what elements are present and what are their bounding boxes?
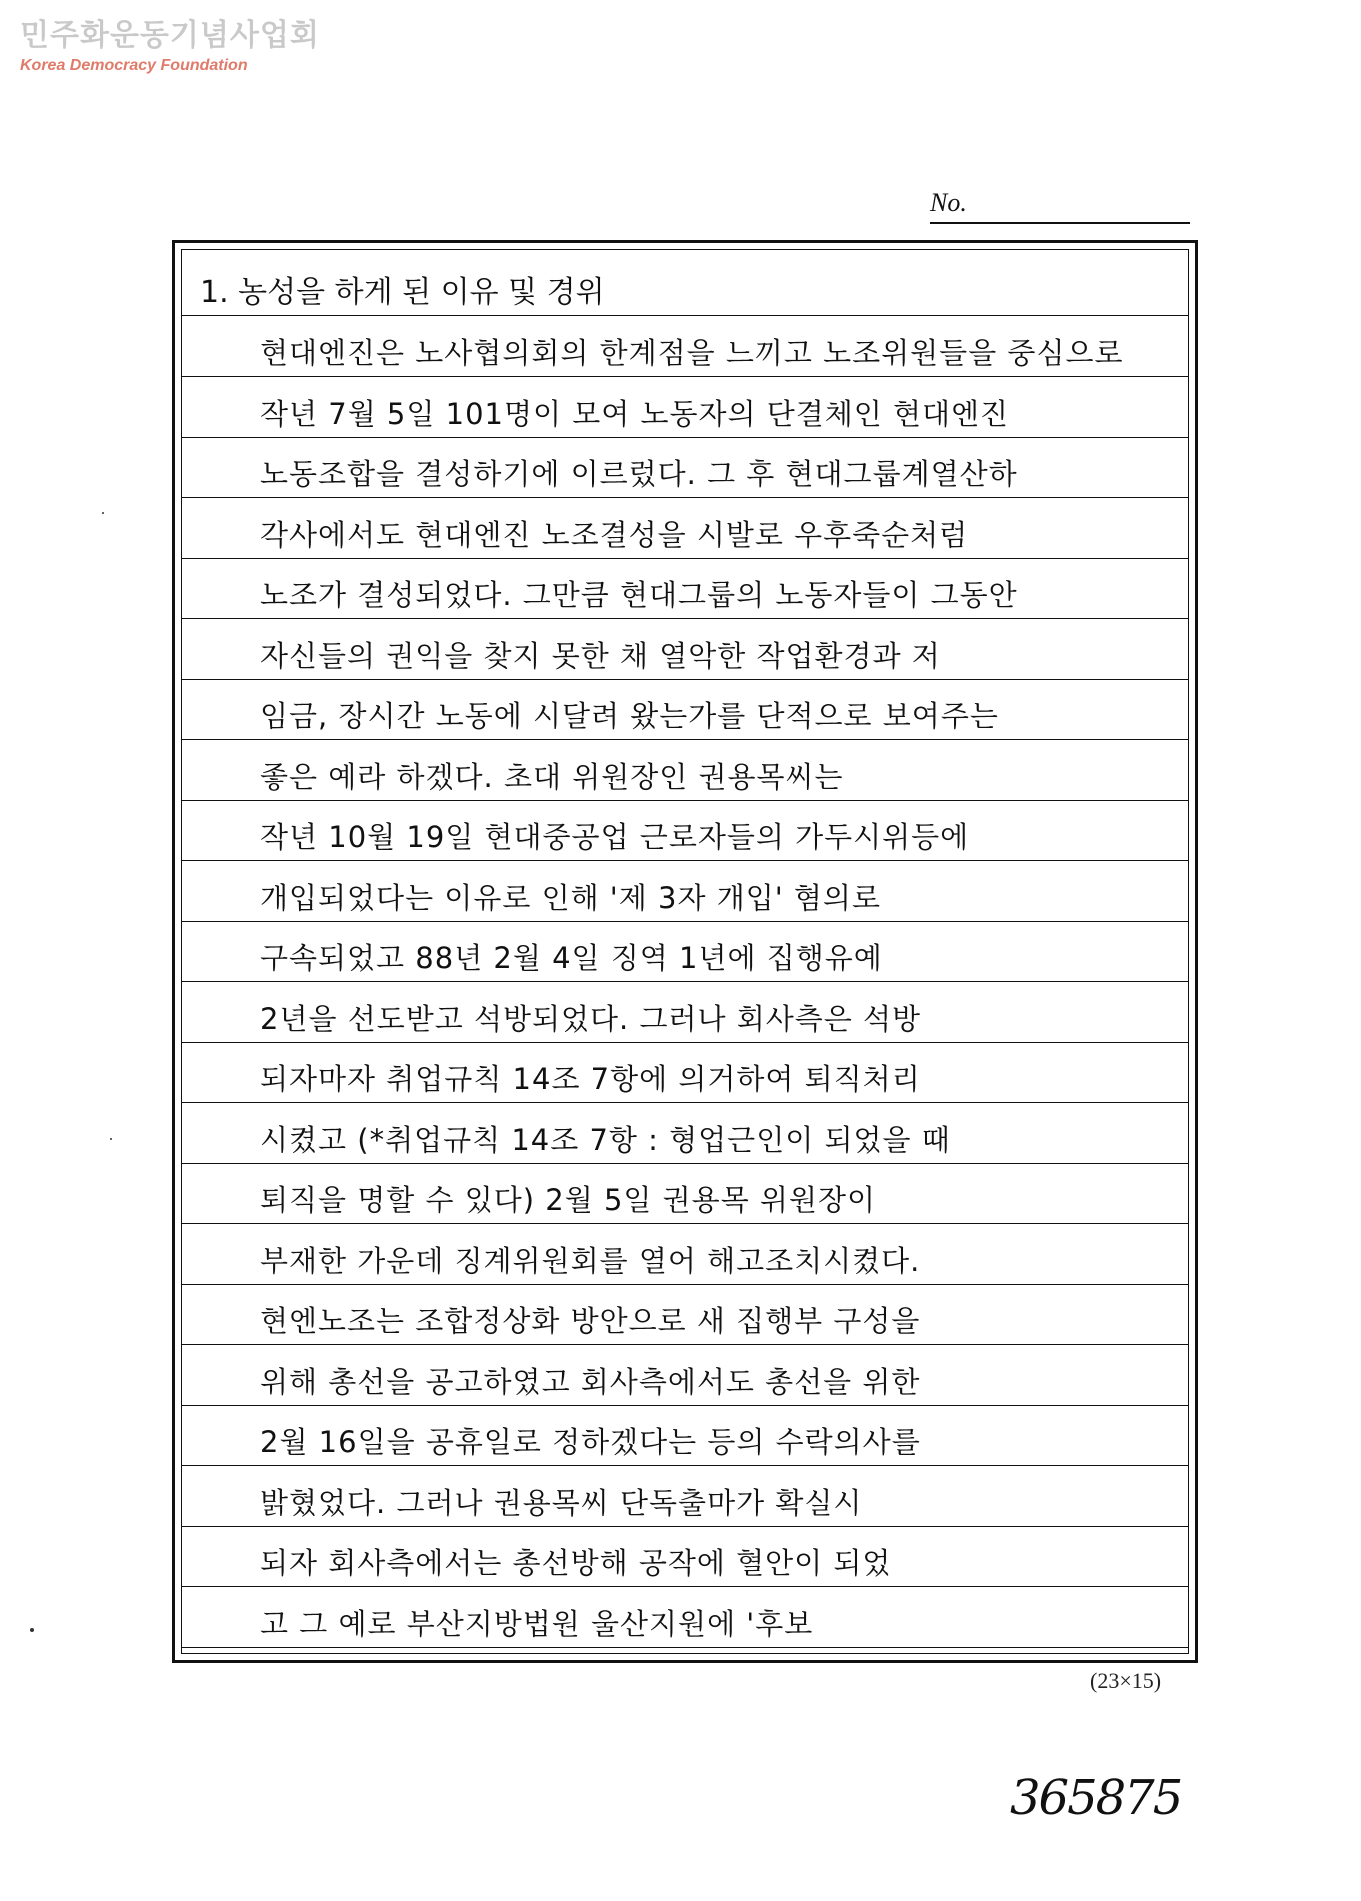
manuscript-line [182, 1042, 1188, 1103]
manuscript-line-text: 2월 16일을 공휴일로 정하겠다는 등의 수락의사를 [260, 1425, 921, 1459]
manuscript-line-text: 고 그 예로 부산지방법원 울산지원에 '후보 [260, 1606, 814, 1641]
manuscript-frame [181, 249, 1189, 1654]
manuscript-line [182, 437, 1188, 498]
manuscript-line [182, 1284, 1188, 1345]
scan-speck [110, 1138, 112, 1140]
manuscript-line-text: 위해 총선을 공고하였고 회사측에서도 총선을 위한 [260, 1364, 921, 1399]
paper-size-note: (23×15) [1090, 1668, 1162, 1693]
manuscript-line-text: 작년 10월 19일 현대중공업 근로자들의 가두시위등에 [260, 820, 970, 854]
manuscript-line-text: 되자 회사측에서는 총선방해 공작에 혈안이 되었 [260, 1546, 892, 1580]
manuscript-line-text: 임금, 장시간 노동에 시달려 왔는가를 단적으로 보여주는 [260, 699, 999, 733]
watermark-korean: 민주화운동기념사업회 [20, 18, 320, 53]
manuscript-line [182, 679, 1188, 740]
manuscript-sheet [172, 240, 1198, 1663]
foundation-watermark [20, 18, 320, 76]
manuscript-line [182, 1526, 1188, 1587]
manuscript-line-text: 퇴직을 명할 수 있다) 2월 5일 권용목 위원장이 [260, 1183, 876, 1217]
manuscript-line-text: 노조가 결성되었다. 그만큼 현대그룹의 노동자들이 그동안 [260, 578, 1018, 612]
scan-speck [30, 1628, 34, 1632]
manuscript-line-text: 밝혔었다. 그러나 권용목씨 단독출마가 확실시 [260, 1485, 863, 1520]
manuscript-line [182, 740, 1188, 801]
archive-number: 365875 [1010, 1770, 1182, 1826]
manuscript-line-text: 좋은 예라 하겠다. 초대 위원장인 권용목씨는 [260, 759, 844, 794]
manuscript-line [182, 377, 1188, 438]
manuscript-line-text: 2년을 선도받고 석방되었다. 그러나 회사측은 석방 [260, 1001, 922, 1036]
manuscript-line [182, 558, 1188, 619]
manuscript-line [182, 619, 1188, 680]
manuscript-line [182, 861, 1188, 922]
manuscript-line-text: 노동조합을 결성하기에 이르렀다. 그 후 현대그룹계열산하 [260, 457, 1018, 491]
manuscript-line [182, 921, 1188, 982]
manuscript-line [182, 1466, 1188, 1527]
manuscript-line-text: 구속되었고 88년 2월 4일 징역 1년에 집행유예 [260, 941, 883, 975]
page-number-line [930, 222, 1190, 224]
manuscript-line-text: 시켰고 (*취업규칙 14조 7항 : 형업근인이 되었을 때 [260, 1122, 951, 1157]
manuscript-line [182, 1224, 1188, 1285]
manuscript-line [182, 1103, 1188, 1164]
manuscript-line-text: 되자마자 취업규칙 14조 7항에 의거하여 퇴직처리 [260, 1062, 921, 1096]
manuscript-line [182, 498, 1188, 559]
scan-speck [102, 512, 104, 514]
manuscript-line-text: 작년 7월 5일 101명이 모여 노동자의 단결체인 현대엔진 [260, 396, 1010, 431]
manuscript-line [182, 1405, 1188, 1466]
manuscript-line-text: 현엔노조는 조합정상화 방안으로 새 집행부 구성을 [260, 1304, 921, 1338]
manuscript-line [182, 982, 1188, 1043]
manuscript-line [182, 800, 1188, 861]
section-heading: 1. 농성을 하게 된 이유 및 경위 [200, 275, 605, 310]
page-number-label: No. [930, 188, 967, 217]
manuscript-line-text: 각사에서도 현대엔진 노조결성을 시발로 우후죽순처럼 [260, 517, 969, 552]
manuscript-line-text: 자신들의 권익을 찾지 못한 채 열악한 작업환경과 저 [260, 638, 941, 673]
manuscript-line-text: 개입되었다는 이유로 인해 '제 3자 개입' 혐의로 [260, 880, 881, 915]
heading-row [182, 250, 1188, 316]
watermark-english: Korea Democracy Foundation [20, 57, 248, 74]
manuscript-line [182, 1163, 1188, 1224]
manuscript-line [182, 316, 1188, 377]
manuscript-line-text: 부재한 가운데 징계위원회를 열어 해고조치시켰다. [260, 1243, 921, 1278]
manuscript-line [182, 1587, 1188, 1648]
manuscript-line [182, 1345, 1188, 1406]
manuscript-line-text: 현대엔진은 노사협의회의 한계점을 느끼고 노조위원들을 중심으로 [260, 336, 1124, 370]
